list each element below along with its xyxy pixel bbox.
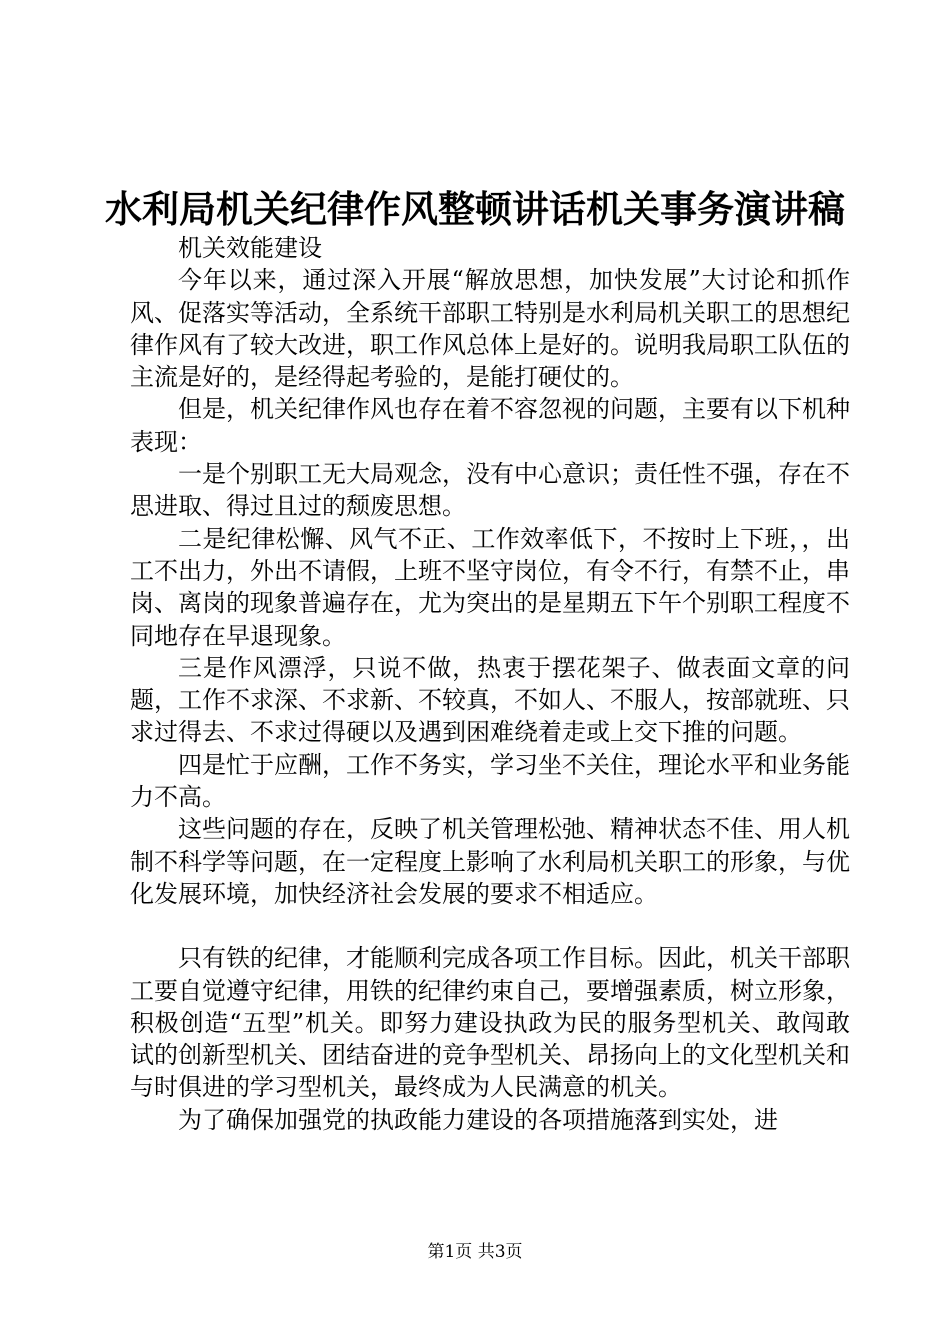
document-body xyxy=(130,232,850,1136)
paragraph: 四是忙于应酬，工作不务实，学习坐不关住，理论水平和业务能力不高。 xyxy=(130,750,850,812)
paragraph: 三是作风漂浮，只说不做，热衷于摆花架子、做表面文章的问题，工作不求深、不求新、不较真，不如人、不服人，按部就班、只求过得去、不求过得硬以及遇到困难绕着走或上交下推的问题。 xyxy=(130,653,850,747)
paragraph-heading: 机关效能建设 xyxy=(178,234,322,262)
paragraph: 但是，机关纪律作风也存在着不容忽视的问题，主要有以下机种表现： xyxy=(130,395,850,456)
paragraph: 只有铁的纪律，才能顺利完成各项工作目标。因此，机关干部职工要自觉遵守纪律，用铁的纪律约束自己，要增强素质，树立形象，积极创造“五型”机关。即努力建设执政为民的服务型机关、敢闯敢试的创新型机关、团结奋进的竞争型机关、昂扬向上的文化型机关和与时俱进的学习型机关，最终成为人民满意的机关。 xyxy=(130,944,850,1102)
paragraph-spacer xyxy=(130,910,850,942)
page-footer: 第1页 共3页 xyxy=(427,1242,523,1262)
paragraph: 这些问题的存在，反映了机关管理松弛、精神状态不佳、用人机制不科学等问题，在一定程度上影响了水利局机关职工的形象，与优化发展环境，加快经济社会发展的要求不相适应。 xyxy=(130,815,850,908)
paragraph: 今年以来，通过深入开展“解放思想，加快发展”大讨论和抓作风、促落实等活动，全系统干部职工特别是水利局机关职工的思想纪律作风有了较大改进，职工作风总体上是好的。说明我局职工队伍的主流是好的，是经得起考验的，是能打硬仗的。 xyxy=(130,266,850,392)
paragraph: 为了确保加强党的执政能力建设的各项措施落到实处，进 xyxy=(178,1105,778,1134)
paragraph: 一是个别职工无大局观念，没有中心意识；责任性不强，存在不思进取、得过且过的颓废思想。 xyxy=(130,460,850,521)
paragraph: 二是纪律松懈、风气不正、工作效率低下，不按时上下班，，出工不出力，外出不请假，上班不坚守岗位，有令不行，有禁不止，串岗、离岗的现象普遍存在，尤为突出的是星期五下午个别职工程度不同地存在早退现象。 xyxy=(130,524,850,650)
document-title: 水利局机关纪律作风整顿讲话机关事务演讲稿 xyxy=(105,187,845,231)
